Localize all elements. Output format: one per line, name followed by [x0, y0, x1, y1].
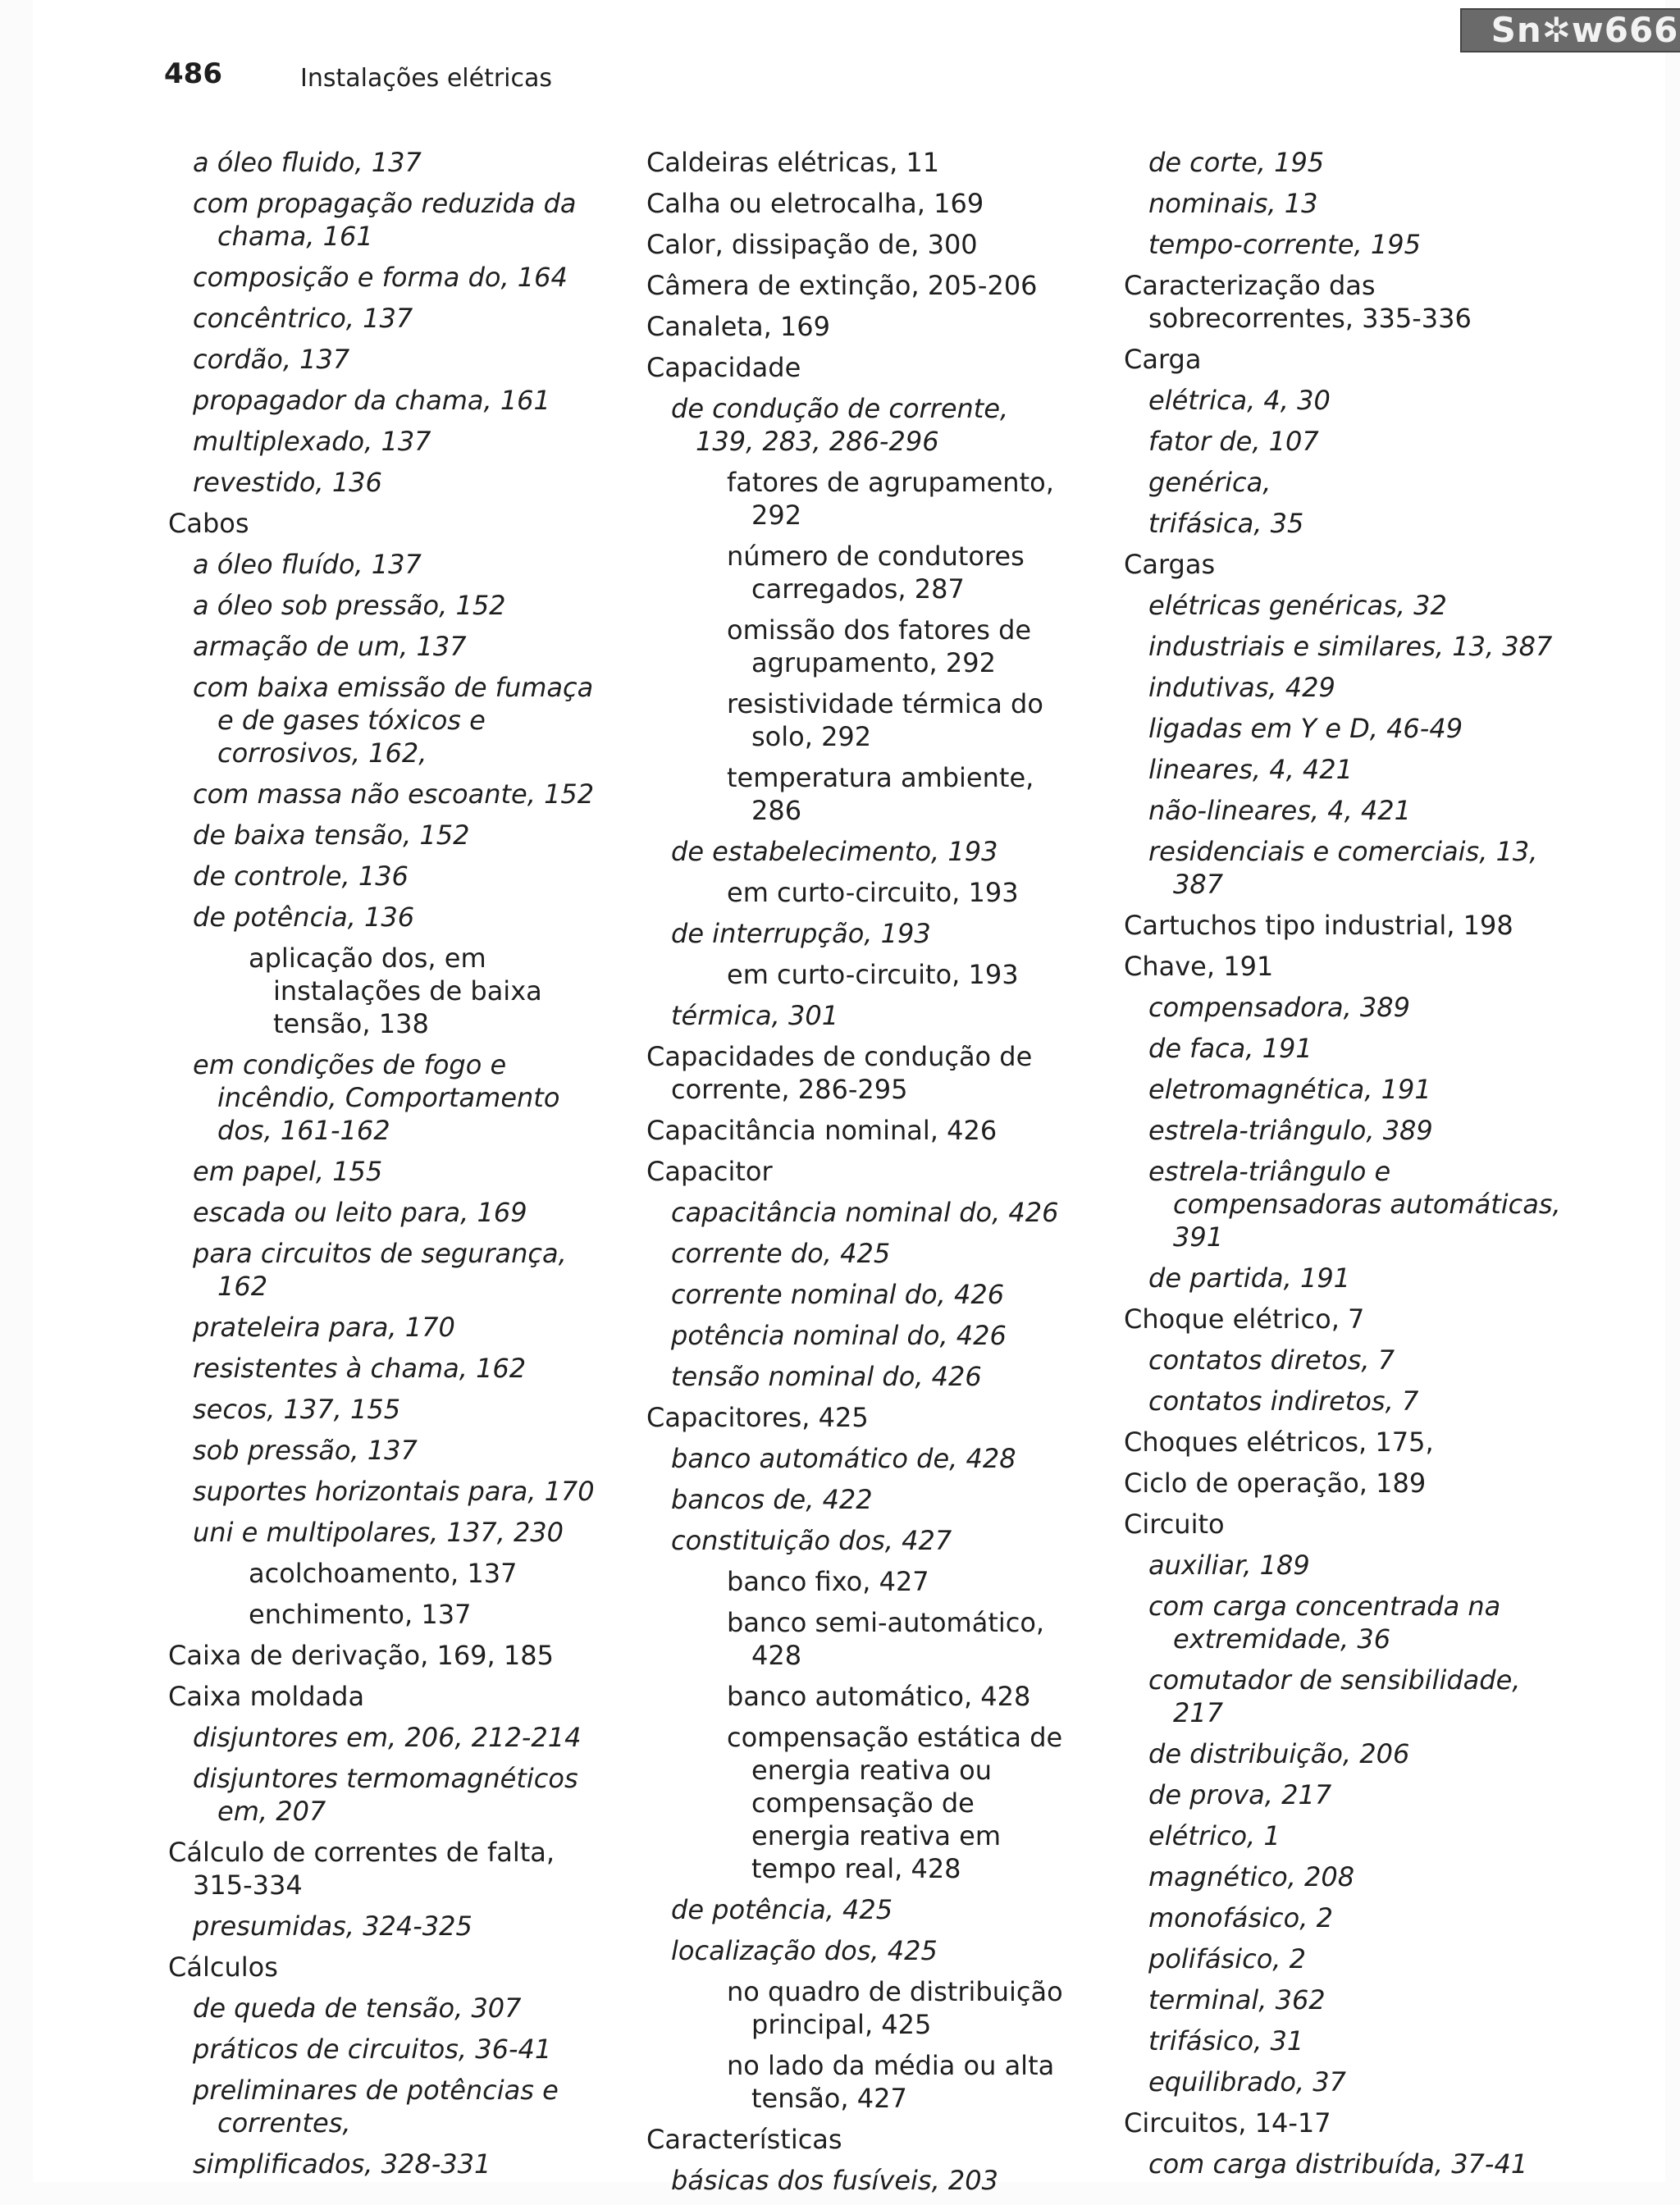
page-number: 486 [164, 57, 222, 90]
index-subentry: de partida, 191 [1148, 1262, 1351, 1294]
index-subentry: ligadas em Y e D, 46-49 [1148, 713, 1463, 744]
index-subentry: industriais e similares, 13, 387 [1148, 631, 1553, 662]
index-subentry: contatos diretos, 7 [1148, 1344, 1395, 1376]
index-subentry: no lado da média ou alta tensão, 427 [727, 2050, 1055, 2114]
index-subentry: residenciais e comerciais, 13, 387 [1148, 836, 1538, 900]
index-main-entry: Capacitor [646, 1156, 773, 1187]
index-subentry: omissão dos fatores de agrupamento, 292 [727, 614, 1032, 678]
index-subentry: prateleira para, 170 [193, 1312, 455, 1343]
index-subentry: com propagação reduzida da chama, 161 [193, 188, 577, 252]
index-main-entry: Cargas [1124, 549, 1216, 580]
index-main-entry: Cartuchos tipo industrial, 198 [1124, 910, 1513, 941]
index-subentry: acolchoamento, 137 [249, 1558, 518, 1589]
index-subentry: de potência, 136 [193, 902, 415, 933]
index-subentry: concêntrico, 137 [193, 303, 413, 334]
index-subentry: com carga distribuída, 37-41 [1148, 2148, 1528, 2180]
index-subentry: cordão, 137 [193, 344, 350, 375]
index-subentry: constituição dos, 427 [671, 1525, 952, 1556]
index-subentry: terminal, 362 [1148, 1984, 1326, 2016]
index-main-entry: Calha ou eletrocalha, 169 [646, 188, 984, 219]
index-subentry: número de condutores carregados, 287 [727, 541, 1025, 605]
index-subentry: revestido, 136 [193, 467, 382, 498]
index-subentry: magnético, 208 [1148, 1861, 1355, 1892]
index-subentry: térmica, 301 [671, 1000, 839, 1031]
index-subentry: para circuitos de segurança, 162 [193, 1238, 567, 1302]
book-page [33, 0, 1679, 2196]
running-title: Instalações elétricas [300, 64, 553, 93]
index-subentry: de distribuição, 206 [1148, 1738, 1410, 1769]
index-subentry: práticos de circuitos, 36-41 [193, 2034, 552, 2065]
index-subentry: disjuntores em, 206, 212-214 [193, 1722, 582, 1753]
index-main-entry: Capacitância nominal, 426 [646, 1115, 998, 1146]
index-subentry: básicas dos fusíveis, 203 [671, 2165, 998, 2196]
index-subentry: trifásica, 35 [1148, 508, 1304, 539]
index-main-entry: Caixa moldada [168, 1681, 365, 1712]
index-subentry: em condições de fogo e incêndio, Comportamento dos, 161-162 [193, 1049, 560, 1146]
index-subentry: aplicação dos, em instalações de baixa tensão, 138 [249, 943, 542, 1039]
index-subentry: banco automático de, 428 [671, 1443, 1016, 1474]
index-subentry: preliminares de potências e correntes, [193, 2075, 559, 2139]
index-subentry: elétricas genéricas, 32 [1148, 590, 1447, 621]
index-subentry: auxiliar, 189 [1148, 1550, 1310, 1581]
index-subentry: estrela-triângulo, 389 [1148, 1115, 1433, 1146]
index-subentry: banco fixo, 427 [727, 1566, 929, 1597]
index-subentry: com carga concentrada na extremidade, 36 [1148, 1591, 1501, 1655]
index-subentry: no quadro de distribuição principal, 425 [727, 1976, 1063, 2040]
index-main-entry: Choque elétrico, 7 [1124, 1303, 1365, 1335]
index-subentry: equilibrado, 37 [1148, 2066, 1346, 2098]
index-subentry: não-lineares, 4, 421 [1148, 795, 1412, 826]
index-main-entry: Cabos [168, 508, 249, 539]
index-main-entry: Caixa de derivação, 169, 185 [168, 1640, 554, 1671]
index-subentry: de prova, 217 [1148, 1779, 1332, 1810]
index-subentry: indutivas, 429 [1148, 672, 1335, 703]
index-main-entry: Cálculo de correntes de falta, 315-334 [168, 1837, 555, 1901]
index-subentry: em curto-circuito, 193 [727, 959, 1019, 990]
index-subentry: de condução de corrente, 139, 283, 286-296 [671, 393, 1009, 457]
index-subentry: de interrupção, 193 [671, 918, 931, 949]
index-main-entry: Carga [1124, 344, 1202, 375]
index-subentry: banco semi-automático, 428 [727, 1607, 1045, 1671]
index-subentry: de estabelecimento, 193 [671, 836, 998, 867]
index-main-entry: Capacidade [646, 352, 801, 383]
index-subentry: potência nominal do, 426 [671, 1320, 1007, 1351]
index-main-entry: Chave, 191 [1124, 951, 1274, 982]
index-subentry: nominais, 13 [1148, 188, 1318, 219]
index-subentry: fatores de agrupamento, 292 [727, 467, 1054, 531]
index-subentry: enchimento, 137 [249, 1599, 472, 1630]
index-main-entry: Câmera de extinção, 205-206 [646, 270, 1038, 301]
index-subentry: resistividade térmica do solo, 292 [727, 688, 1043, 752]
index-main-entry: Circuitos, 14-17 [1124, 2107, 1331, 2139]
index-subentry: bancos de, 422 [671, 1484, 873, 1515]
index-main-entry: Caldeiras elétricas, 11 [646, 147, 940, 178]
index-subentry: compensação estática de energia reativa ou compensação de energia reativa em tempo real, 428 [727, 1722, 1063, 1884]
index-subentry: trifásico, 31 [1148, 2025, 1304, 2057]
index-main-entry: Ciclo de operação, 189 [1124, 1468, 1427, 1499]
index-main-entry: Canaleta, 169 [646, 311, 830, 342]
index-subentry: simplificados, 328-331 [193, 2148, 491, 2180]
index-subentry: localização dos, 425 [671, 1935, 938, 1966]
index-subentry: estrela-triângulo e compensadoras automáticas, 391 [1148, 1156, 1561, 1253]
index-subentry: armação de um, 137 [193, 631, 467, 662]
index-column-3 [1124, 146, 1567, 2189]
index-subentry: em papel, 155 [193, 1156, 383, 1187]
index-subentry: compensadora, 389 [1148, 992, 1410, 1023]
index-main-entry: Caracterização das sobrecorrentes, 335-336 [1124, 270, 1472, 334]
index-subentry: em curto-circuito, 193 [727, 877, 1019, 908]
index-subentry: corrente do, 425 [671, 1238, 891, 1269]
index-subentry: genérica, [1148, 467, 1271, 498]
index-subentry: a óleo sob pressão, 152 [193, 590, 506, 621]
index-subentry: sob pressão, 137 [193, 1435, 418, 1466]
index-subentry: resistentes à chama, 162 [193, 1353, 527, 1384]
watermark-logo: Sn✲w666 [1460, 8, 1680, 52]
index-subentry: escada ou leito para, 169 [193, 1197, 527, 1228]
index-subentry: polifásico, 2 [1148, 1943, 1306, 1974]
index-subentry: de potência, 425 [671, 1894, 893, 1925]
index-subentry: fator de, 107 [1148, 426, 1319, 457]
index-column-1 [168, 146, 611, 2189]
index-subentry: composição e forma do, 164 [193, 262, 568, 293]
index-main-entry: Circuito [1124, 1509, 1225, 1540]
index-subentry: multiplexado, 137 [193, 426, 431, 457]
index-subentry: corrente nominal do, 426 [671, 1279, 1005, 1310]
index-main-entry: Calor, dissipação de, 300 [646, 229, 978, 260]
index-column-2 [646, 146, 1073, 2205]
index-subentry: elétrico, 1 [1148, 1820, 1281, 1851]
index-subentry: de faca, 191 [1148, 1033, 1312, 1064]
index-subentry: elétrica, 4, 30 [1148, 385, 1331, 416]
index-subentry: eletromagnética, 191 [1148, 1074, 1431, 1105]
index-subentry: presumidas, 324-325 [193, 1911, 472, 1942]
index-subentry: de corte, 195 [1148, 147, 1325, 178]
index-subentry: uni e multipolares, 137, 230 [193, 1517, 564, 1548]
index-subentry: tensão nominal do, 426 [671, 1361, 982, 1392]
index-subentry: a óleo fluido, 137 [193, 147, 422, 178]
index-subentry: lineares, 4, 421 [1148, 754, 1353, 785]
index-subentry: disjuntores termomagnéticos em, 207 [193, 1763, 578, 1827]
index-subentry: contatos indiretos, 7 [1148, 1386, 1419, 1417]
index-subentry: propagador da chama, 161 [193, 385, 550, 416]
index-subentry: monofásico, 2 [1148, 1902, 1333, 1933]
index-subentry: a óleo fluído, 137 [193, 549, 422, 580]
index-subentry: suportes horizontais para, 170 [193, 1476, 595, 1507]
index-subentry: banco automático, 428 [727, 1681, 1031, 1712]
index-main-entry: Características [646, 2124, 842, 2155]
index-subentry: secos, 137, 155 [193, 1394, 401, 1425]
index-main-entry: Capacitores, 425 [646, 1402, 869, 1433]
index-subentry: de controle, 136 [193, 861, 409, 892]
index-subentry: de baixa tensão, 152 [193, 819, 470, 851]
index-subentry: comutador de sensibilidade, 217 [1148, 1664, 1521, 1728]
index-subentry: tempo-corrente, 195 [1148, 229, 1421, 260]
index-subentry: capacitância nominal do, 426 [671, 1197, 1059, 1228]
index-main-entry: Choques elétricos, 175, [1124, 1427, 1434, 1458]
index-subentry: temperatura ambiente, 286 [727, 762, 1034, 826]
index-main-entry: Capacidades de condução de corrente, 286-295 [646, 1041, 1033, 1105]
index-main-entry: Cálculos [168, 1952, 278, 1983]
index-subentry: com baixa emissão de fumaça e de gases tóxicos e corrosivos, 162, [193, 672, 594, 769]
index-subentry: de queda de tensão, 307 [193, 1993, 522, 2024]
index-subentry: com massa não escoante, 152 [193, 778, 595, 810]
